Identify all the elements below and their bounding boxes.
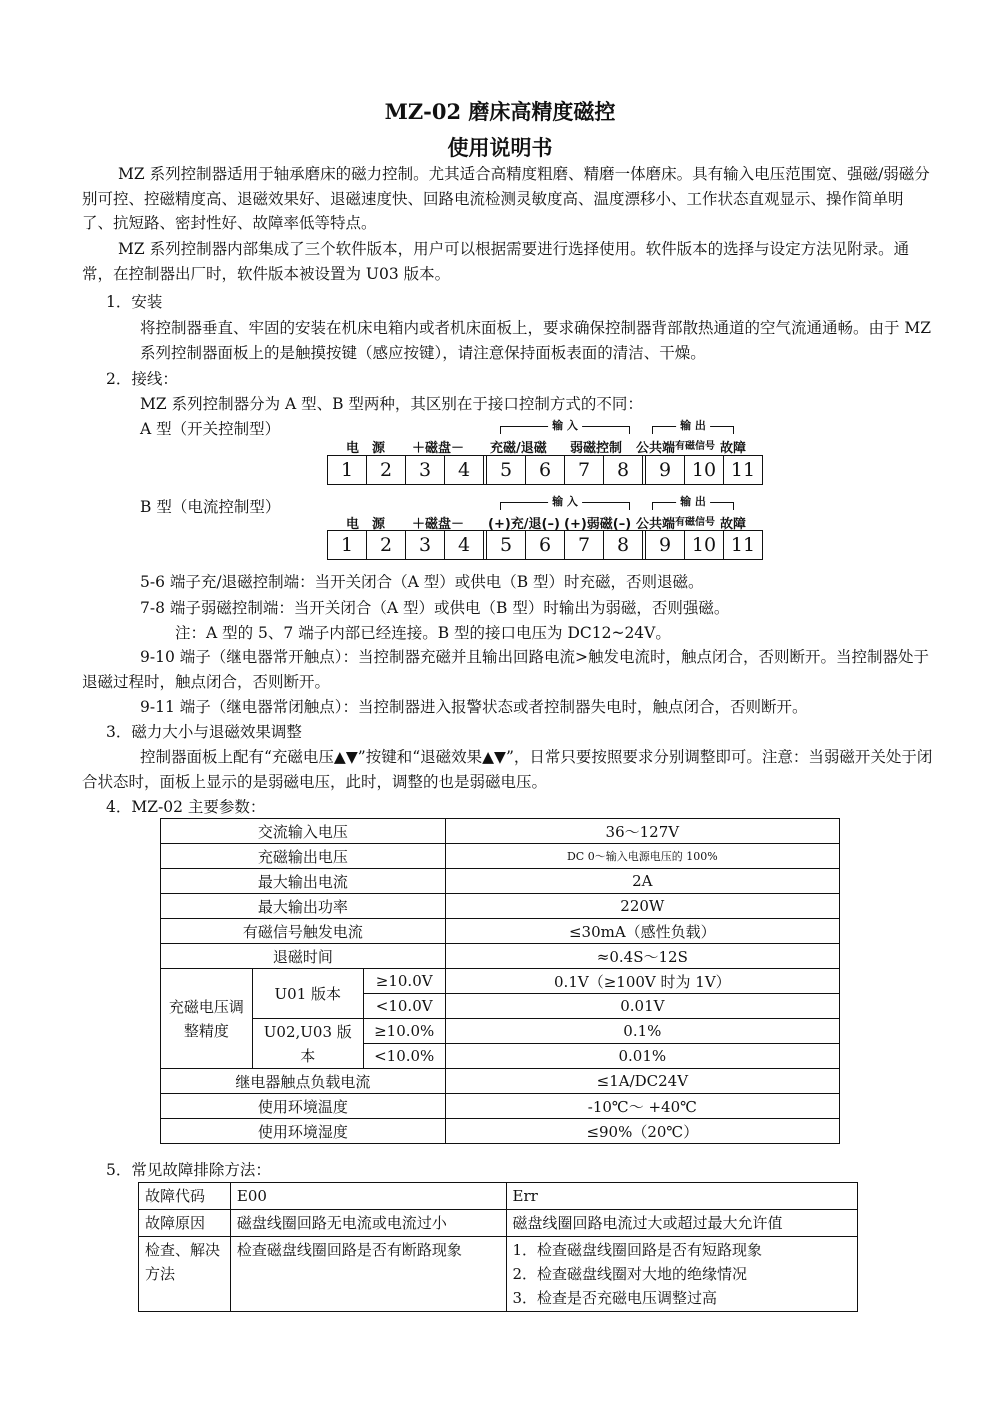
list-item: 2．检查磁盘线圈对大地的绝缘情况 xyxy=(512,1265,748,1283)
note-terminal-7-8: 7-8 端子弱磁控制端：当开关闭合（A 型）或供电（B 型）时输出为弱磁，否则强磁。 xyxy=(140,599,730,617)
terminal-7: 7 xyxy=(564,456,603,484)
table-row: 故障代码 E00 Err xyxy=(139,1183,858,1210)
terminal-10: 10 xyxy=(684,456,723,484)
fault-cause-label: 故障原因 xyxy=(139,1210,231,1237)
section-3-text: 控制器面板上配有“充磁电压▲▼”按键和“退磁效果▲▼”，日常只要按照要求分别调整即可。注意：当弱磁开关处于闭合状态时，面板上显示的是弱磁电压，此时，调整的也是弱磁电压。 xyxy=(82,748,933,791)
section-4-heading: 4．MZ-02 主要参数： xyxy=(106,798,266,816)
terminal-3: 3 xyxy=(405,456,444,484)
terminal-5: 5 xyxy=(499,459,513,481)
table-row: 充磁电压调整精度 U01 版本 ≥10.0V 0.1V（≥100V 时为 1V） xyxy=(161,969,840,994)
section-1-text: 将控制器垂直、牢固的安装在机床电箱内或者机床面板上，要求确保控制器背部散热通道的空气流通通畅。由于 MZ 系列控制器面板上的是触摸按键（感应按键），请注意保持面板表面的清洁、干燥。 xyxy=(140,319,932,362)
note-interface-voltage: 注：A 型的 5、7 端子内部已经连接。B 型的接口电压为 DC12~24V。 xyxy=(175,624,671,642)
type-b-output-common-label: 公共端 xyxy=(636,517,676,532)
type-b-label: B 型（电流控制型） xyxy=(140,498,281,516)
u01-label: U01 版本 xyxy=(252,969,363,1019)
type-b-input-bracket: 输 入 xyxy=(500,502,630,510)
table-row: 最大输出电流 2A xyxy=(161,869,840,894)
table-row: U02,U03 版本 ≥10.0% 0.1% xyxy=(161,1019,840,1044)
note-terminal-5-6: 5-6 端子充/退磁控制端：当开关闭合（A 型）或供电（B 型）时充磁，否则退磁。 xyxy=(140,573,704,591)
terminal-1: 1 xyxy=(340,459,354,481)
table-row: 使用环境湿度 ≤90%（20℃） xyxy=(161,1119,840,1144)
section-3-heading: 3．磁力大小与退磁效果调整 xyxy=(106,723,302,741)
type-a-output-fault-label: 故障 xyxy=(720,441,747,456)
section-2-heading: 2．接线： xyxy=(106,370,178,388)
type-a-output-bracket: 输 出 xyxy=(652,426,734,434)
table-row: 有磁信号触发电流 ≤30mA（感性负载） xyxy=(161,919,840,944)
table-row: 检查、解决方法 检查磁盘线圈回路是否有断路现象 1．检查磁盘线圈回路是否有短路现象 2．检查磁盘线圈对大地的绝缘情况 3．检查是否充磁电压调整过高 xyxy=(139,1237,858,1312)
note-terminal-9-10: 9-10 端子（继电器常开触点）：当控制器充磁并且输出回路电流>触发电流时，触点闭合，否则断开。当控制器处于退磁过程时，触点闭合，否则断开。 xyxy=(82,648,929,691)
intro-paragraph-2: MZ 系列控制器内部集成了三个软件版本，用户可以根据需要进行选择使用。软件版本的选择与设定方法见附录。通常，在控制器出厂时，软件版本被设置为 U03 版本。 xyxy=(82,240,910,283)
list-item: 1．检查磁盘线圈回路是否有短路现象 xyxy=(512,1241,763,1259)
terminal-8: 8 xyxy=(603,456,642,484)
terminal-5: 5 xyxy=(499,534,513,556)
terminal-9: 9 xyxy=(658,459,672,481)
table-row: <10.0V 0.01V xyxy=(161,994,840,1019)
terminal-4: 4 xyxy=(444,531,483,559)
type-a-terminal-block xyxy=(327,455,763,485)
type-a-power-label: 电 源 xyxy=(346,441,386,456)
type-b-disk-label: ＋磁盘－ xyxy=(412,517,465,532)
type-b-output-signal-label: 有磁信号 xyxy=(675,517,715,528)
section-2-text: MZ 系列控制器分为 A 型、B 型两种，其区别在于接口控制方式的不同： xyxy=(140,395,643,413)
terminal-7: 7 xyxy=(564,531,603,559)
terminal-11: 11 xyxy=(723,531,762,559)
terminal-6: 6 xyxy=(525,531,564,559)
type-a-output-signal-label: 有磁信号 xyxy=(675,441,715,452)
type-a-disk-label: ＋磁盘－ xyxy=(412,441,465,456)
table-row: 充磁输出电压 DC 0～输入电源电压的 100% xyxy=(161,844,840,869)
terminal-2: 2 xyxy=(366,456,405,484)
type-a-input-bracket: 输 入 xyxy=(500,426,630,434)
type-b-input1-label: (+)充/退(–) xyxy=(488,517,560,532)
type-a-label: A 型（开关控制型） xyxy=(140,420,281,438)
note-terminal-9-11: 9-11 端子（继电器常闭触点）：当控制器进入报警状态或者控制器失电时，触点闭合，否则断开。 xyxy=(140,698,808,716)
type-b-terminal-block xyxy=(327,530,763,560)
fault-fix-label: 检查、解决方法 xyxy=(139,1237,231,1312)
terminal-8: 8 xyxy=(603,531,642,559)
table-row: 退磁时间 ≈0.4S～12S xyxy=(161,944,840,969)
terminal-10: 10 xyxy=(684,531,723,559)
type-b-input2-label: (+)弱磁(–) xyxy=(564,517,632,532)
terminal-4: 4 xyxy=(444,456,483,484)
type-a-input1-label: 充磁/退磁 xyxy=(490,441,547,456)
type-b-power-label: 电 源 xyxy=(346,517,386,532)
precision-label: 充磁电压调整精度 xyxy=(161,969,253,1069)
terminal-6: 6 xyxy=(525,456,564,484)
table-row: 故障原因 磁盘线圈回路无电流或电流过小 磁盘线圈回路电流过大或超过最大允许值 xyxy=(139,1210,858,1237)
table-row: 继电器触点负载电流 ≤1A/DC24V xyxy=(161,1069,840,1094)
parameter-table xyxy=(160,818,840,1144)
page-subtitle: 使用说明书 xyxy=(447,135,553,160)
section-1-heading: 1．安装 xyxy=(106,293,163,311)
table-row: 使用环境温度 -10℃～ +40℃ xyxy=(161,1094,840,1119)
fault-table xyxy=(138,1182,858,1312)
fault-code-label: 故障代码 xyxy=(139,1183,231,1210)
terminal-3: 3 xyxy=(405,531,444,559)
terminal-2: 2 xyxy=(366,531,405,559)
intro-paragraph-1: MZ 系列控制器适用于轴承磨床的磁力控制。尤其适合高精度粗磨、精磨一体磨床。具有输入电压范围宽、强磁/弱磁分别可控、控磁精度高、退磁效果好、退磁速度快、回路电流检测灵敏度高、温度漂移小、工作状态直观显示、操作简单明了、抗短路、密封性好、故障率低等特点。 xyxy=(82,165,930,232)
section-5-heading: 5．常见故障排除方法： xyxy=(106,1161,271,1179)
type-a-output-common-label: 公共端 xyxy=(636,441,676,456)
type-a-input2-label: 弱磁控制 xyxy=(570,441,623,456)
terminal-9: 9 xyxy=(658,534,672,556)
terminal-11: 11 xyxy=(723,456,762,484)
page-title: MZ-02 磨床高精度磁控 xyxy=(384,99,616,124)
u02-label: U02,U03 版本 xyxy=(252,1019,363,1069)
list-item: 3．检查是否充磁电压调整过高 xyxy=(512,1289,718,1307)
terminal-1: 1 xyxy=(340,534,354,556)
table-row: <10.0% 0.01% xyxy=(161,1044,840,1069)
type-b-output-bracket: 输 出 xyxy=(652,502,734,510)
type-b-output-fault-label: 故障 xyxy=(720,517,747,532)
table-row: 交流输入电压 36～127V xyxy=(161,819,840,844)
table-row: 最大输出功率 220W xyxy=(161,894,840,919)
